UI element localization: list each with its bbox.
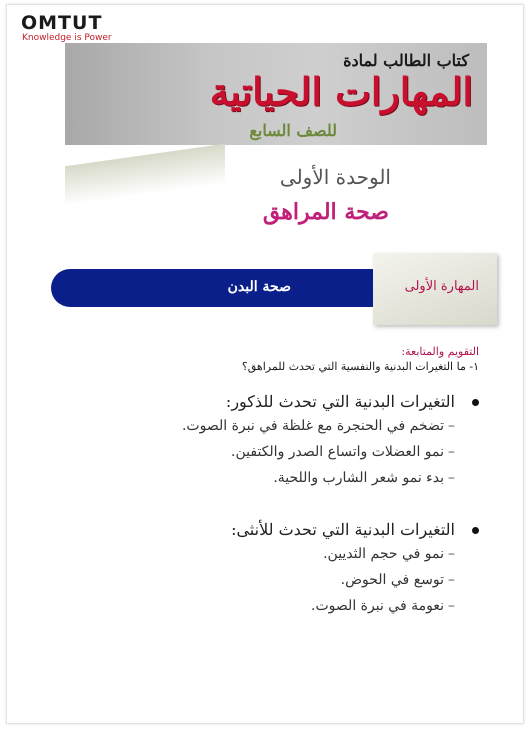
list-item-text: نمو العضلات واتساع الصدر والكتفين. [231,444,444,460]
skill-box [373,253,497,325]
unit-decoration [65,144,225,206]
list-item: –نمو في حجم الثديين. [323,546,455,562]
bullet-icon [472,399,479,406]
group-title: التغيرات البدنية التي تحدث للذكور: [225,392,455,411]
unit-name: صحة المراهق [262,199,389,225]
banner-top-line: كتاب الطالب لمادة [343,51,469,70]
list-item-text: توسع في الحوض. [340,572,444,588]
book-title-banner [65,43,487,145]
banner-subtitle: للصف السابع [249,121,337,140]
skill-label: المهارة الأولى [404,279,479,294]
list-item: –بدء نمو شعر الشارب واللحية. [273,470,455,486]
logo-tagline: Knowledge is Power [22,33,112,43]
changes-group-males [39,391,479,491]
skill-topic-label: صحة البدن [227,279,291,295]
list-item: –نعومة في نبرة الصوت. [311,598,455,614]
changes-group-females [39,519,479,619]
omtut-logo [21,13,112,43]
assessment-content [39,345,479,647]
skill-topic-bar [51,269,411,307]
unit-label: الوحدة الأولى [279,165,391,189]
list-item-text: نعومة في نبرة الصوت. [311,598,444,614]
bullet-icon [472,527,479,534]
document-page [6,4,524,724]
list-item: –نمو العضلات واتساع الصدر والكتفين. [231,444,455,460]
list-item-text: تضخم في الحنجرة مع غلظة في نبرة الصوت. [181,418,444,434]
assessment-question: ١- ما التغيرات البدنية والنفسية التي تحدث للمراهق؟ [241,360,479,373]
logo-name: OMTUT [21,12,103,34]
list-item: –توسع في الحوض. [340,572,455,588]
list-item-text: بدء نمو شعر الشارب واللحية. [273,470,444,486]
banner-title: المهارات الحياتية [209,69,473,114]
assessment-heading: التقويم والمتابعة: [401,345,479,358]
group-title: التغيرات البدنية التي تحدث للأنثى: [231,520,455,539]
list-item-text: نمو في حجم الثديين. [323,546,444,562]
list-item: –تضخم في الحنجرة مع غلظة في نبرة الصوت. [181,418,455,434]
